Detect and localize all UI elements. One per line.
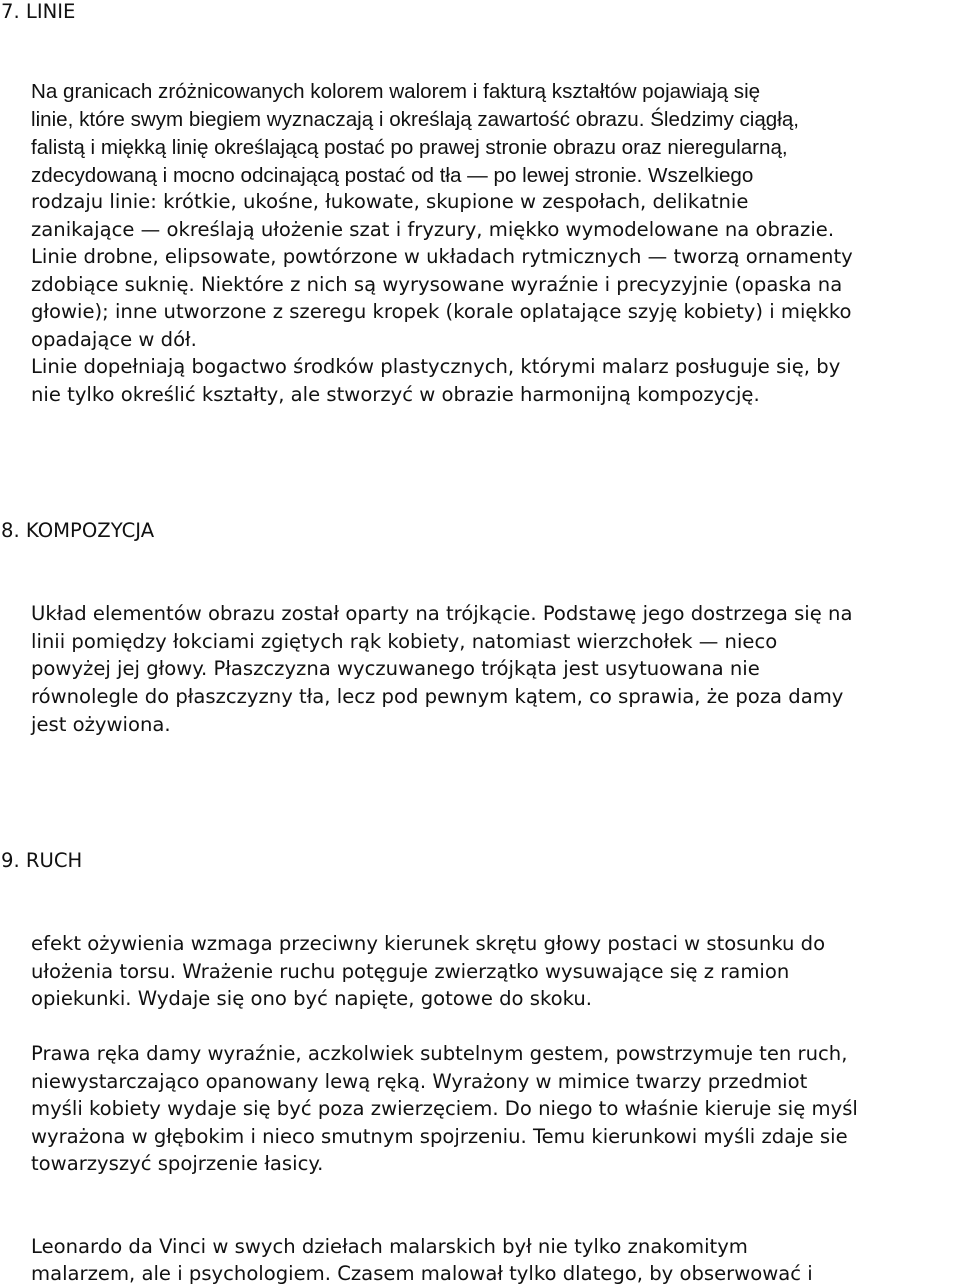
- text-line: falistą i miękką linię określającą postać po prawej stronie obrazu oraz nieregularną,: [31, 136, 788, 159]
- text-line: zanikające — określają ułożenie szat i fryzury, miękko wymodelowane na obrazie.: [31, 218, 835, 241]
- text-line: wyrażona w głębokim i nieco smutnym spojrzeniu. Temu kierunkowi myśli zdaje sie: [31, 1125, 848, 1148]
- section-heading: 9. RUCH: [1, 849, 83, 872]
- text-line: zdobiące suknię. Niektóre z nich są wyrysowane wyraźnie i precyzyjnie (opaska na: [31, 273, 843, 296]
- text-line: opiekunki. Wydaje się ono być napięte, gotowe do skoku.: [31, 987, 592, 1010]
- text-line: Na granicach zróżnicowanych kolorem walorem i fakturą kształtów pojawiają się: [31, 80, 761, 103]
- text-line: ułożenia torsu. Wrażenie ruchu potęguje zwierzątko wysuwające się z ramion: [31, 960, 790, 983]
- text-line: Prawa ręka damy wyraźnie, aczkolwiek subtelnym gestem, powstrzymuje ten ruch,: [31, 1042, 848, 1065]
- section-heading: 8. KOMPOZYCJA: [1, 519, 155, 542]
- text-line: powyżej jej głowy. Płaszczyzna wyczuwanego trójkąta jest usytuowana nie: [31, 657, 760, 680]
- text-line: Leonardo da Vinci w swych dziełach malarskich był nie tylko znakomitym: [31, 1235, 748, 1258]
- text-line: linii pomiędzy łokciami zgiętych rąk kobiety, natomiast wierzchołek — nieco: [31, 630, 778, 653]
- text-line: malarzem, ale i psychologiem. Czasem malował tylko dlatego, by obserwować i: [31, 1262, 813, 1285]
- text-line: równolegle do płaszczyzny tła, lecz pod pewnym kątem, co sprawia, że poza damy: [31, 685, 844, 708]
- text-line: towarzyszyć spojrzenie łasicy.: [31, 1152, 324, 1175]
- text-line: nie tylko określić kształty, ale stworzyć w obrazie harmonijną kompozycję.: [31, 383, 760, 406]
- text-line: jest ożywiona.: [31, 713, 171, 736]
- text-line: Linie drobne, elipsowate, powtórzone w układach rytmicznych — tworzą ornamenty: [31, 245, 853, 268]
- text-line: Linie dopełniają bogactwo środków plastycznych, którymi malarz posługuje się, by: [31, 355, 841, 378]
- text-line: efekt ożywienia wzmaga przeciwny kierunek skrętu głowy postaci w stosunku do: [31, 932, 826, 955]
- text-line: Układ elementów obrazu został oparty na trójkącie. Podstawę jego dostrzega się na: [31, 602, 853, 625]
- text-line: opadające w dół.: [31, 328, 197, 351]
- text-line: linie, które swym biegiem wyznaczają i określają zawartość obrazu. Śledzimy ciągłą,: [31, 108, 799, 131]
- text-line: zdecydowaną i mocno odcinającą postać od tła — po lewej stronie. Wszelkiego: [31, 164, 754, 187]
- text-line: rodzaju linie: krótkie, ukośne, łukowate, skupione w zespołach, delikatnie: [31, 190, 749, 213]
- section-heading: 7. LINIE: [1, 0, 76, 23]
- text-line: niewystarczająco opanowany lewą ręką. Wyrażony w mimice twarzy przedmiot: [31, 1070, 808, 1093]
- text-line: głowie); inne utworzone z szeregu kropek (korale oplatające szyję kobiety) i miękko: [31, 300, 852, 323]
- text-line: myśli kobiety wydaje się być poza zwierzęciem. Do niego to właśnie kieruje się myśl: [31, 1097, 858, 1120]
